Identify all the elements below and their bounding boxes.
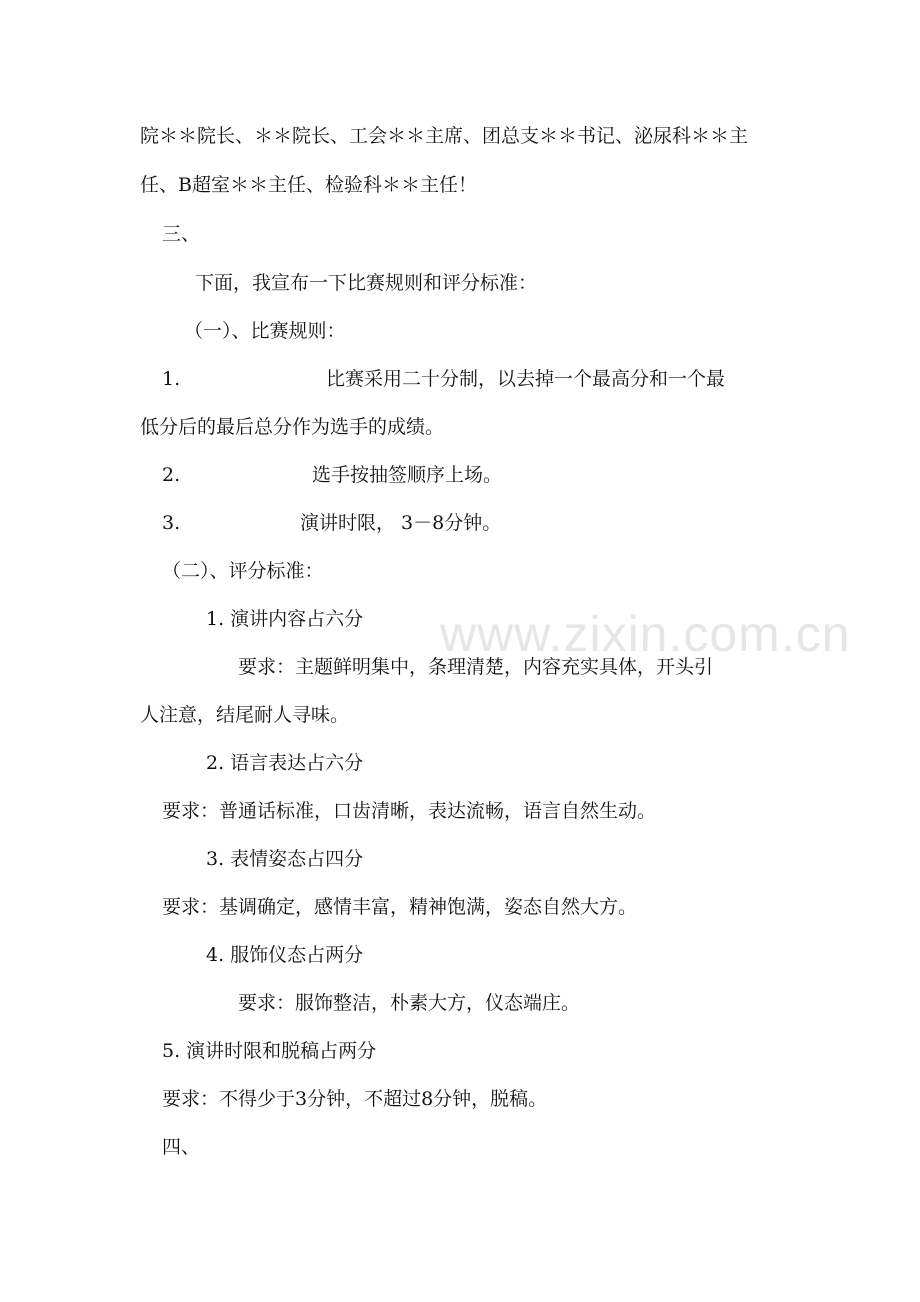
rule-3-text: 演讲时限， 3－8分钟。 xyxy=(300,512,502,534)
rule-3-number: 3. xyxy=(162,512,181,534)
criterion-1-requirement-cont: 人注意，结尾耐人寻味。 xyxy=(140,704,350,726)
rule-2-number: 2. xyxy=(162,464,181,486)
criterion-3-title: 3. 表情姿态占四分 xyxy=(206,848,364,870)
rule-1-continuation: 低分后的最后总分作为选手的成绩。 xyxy=(140,416,445,438)
criteria-heading: （二）、评分标准： xyxy=(162,560,324,582)
criterion-2-requirement: 要求：普通话标准，口齿清晰，表达流畅，语言自然生动。 xyxy=(162,800,657,822)
section-3-heading: 三、 xyxy=(162,223,201,245)
rules-heading: （一）、比赛规则： xyxy=(184,320,346,342)
criterion-4-requirement: 要求：服饰整洁，朴素大方，仪态端庄。 xyxy=(238,992,581,1014)
criterion-5-requirement: 要求：不得少于3分钟，不超过8分钟，脱稿。 xyxy=(162,1088,548,1110)
criterion-2-title: 2. 语言表达占六分 xyxy=(206,752,364,774)
section-4-heading: 四、 xyxy=(162,1136,201,1158)
criterion-4-title: 4. 服饰仪态占两分 xyxy=(206,944,364,966)
intro-line-1: 院＊＊院长、＊＊院长、工会＊＊主席、团总支＊＊书记、泌尿科＊＊主 xyxy=(140,125,749,147)
criterion-1-title: 1. 演讲内容占六分 xyxy=(206,608,364,630)
rule-1-number: 1. xyxy=(162,368,181,390)
announcement: 下面，我宣布一下比赛规则和评分标准： xyxy=(195,272,538,294)
criterion-5-title: 5. 演讲时限和脱稿占两分 xyxy=(162,1040,377,1062)
watermark: www.zixin.com.cn xyxy=(440,606,851,662)
rule-1-text: 比赛采用二十分制，以去掉一个最高分和一个最 xyxy=(326,368,726,390)
criterion-1-requirement: 要求：主题鲜明集中，条理清楚，内容充实具体，开头引 xyxy=(238,656,714,678)
intro-line-2: 任、B超室＊＊主任、检验科＊＊主任！ xyxy=(140,174,477,196)
criterion-3-requirement: 要求：基调确定，感情丰富，精神饱满，姿态自然大方。 xyxy=(162,896,638,918)
rule-2-text: 选手按抽签顺序上场。 xyxy=(312,464,503,486)
